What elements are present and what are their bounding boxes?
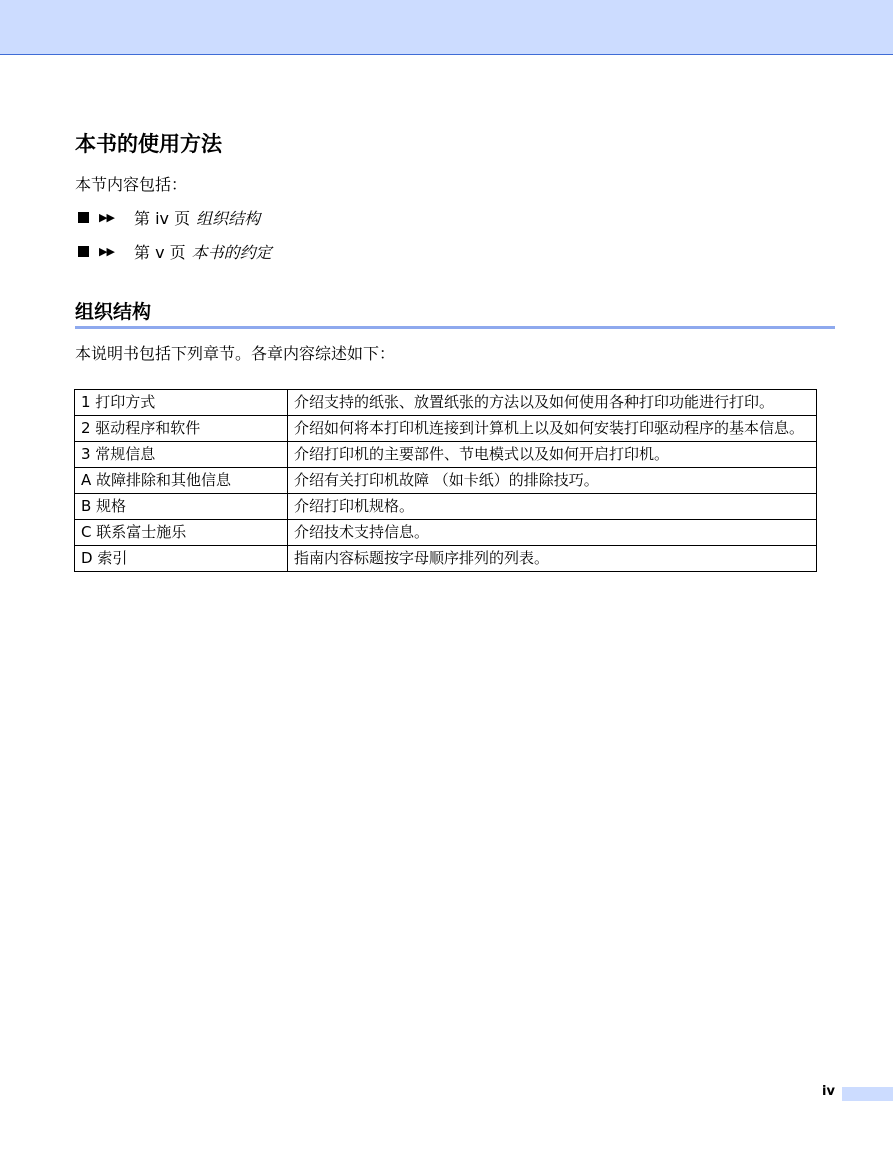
- toc-item[interactable]: [78, 204, 272, 230]
- summary-cell: 介绍打印机的主要部件、节电模式以及如何开启打印机。: [288, 442, 817, 468]
- chapter-table: [74, 389, 817, 572]
- summary-cell: 介绍有关打印机故障 （如卡纸）的排除技巧。: [288, 468, 817, 494]
- chapter-cell: 3 常规信息: [75, 442, 288, 468]
- chapter-cell: B 规格: [75, 494, 288, 520]
- summary-cell: 介绍打印机规格。: [288, 494, 817, 520]
- footer-tab: [842, 1087, 893, 1101]
- section-description: 本说明书包括下列章节。各章内容综述如下：: [75, 344, 396, 363]
- page-title: 本书的使用方法: [75, 132, 222, 156]
- toc-page-ref: 第 v 页: [134, 242, 186, 262]
- table-row: [75, 546, 817, 572]
- summary-cell: 指南内容标题按字母顺序排列的列表。: [288, 546, 817, 572]
- chapter-cell: D 索引: [75, 546, 288, 572]
- double-arrow-icon: ▶▶: [99, 210, 114, 224]
- summary-cell: 介绍技术支持信息。: [288, 520, 817, 546]
- summary-cell: 介绍如何将本打印机连接到计算机上以及如何安装打印驱动程序的基本信息。: [288, 416, 817, 442]
- toc-list: [78, 204, 272, 272]
- chapter-cell: 1 打印方式: [75, 390, 288, 416]
- table-row: [75, 468, 817, 494]
- toc-page-ref: 第 iv 页: [134, 208, 191, 228]
- square-bullet-icon: [78, 246, 89, 257]
- toc-link-organization[interactable]: 组织结构: [196, 208, 261, 228]
- table-row: [75, 416, 817, 442]
- header-band: [0, 0, 893, 55]
- section-title: 组织结构: [75, 298, 835, 329]
- table-row: [75, 494, 817, 520]
- intro-text: 本节内容包括：: [75, 175, 188, 194]
- table-row: [75, 442, 817, 468]
- double-arrow-icon: ▶▶: [99, 244, 114, 258]
- summary-cell: 介绍支持的纸张、放置纸张的方法以及如何使用各种打印功能进行打印。: [288, 390, 817, 416]
- square-bullet-icon: [78, 212, 89, 223]
- chapter-cell: A 故障排除和其他信息: [75, 468, 288, 494]
- toc-item[interactable]: [78, 238, 272, 264]
- table-row: [75, 520, 817, 546]
- table-row: [75, 390, 817, 416]
- page-number: iv: [822, 1084, 835, 1099]
- toc-link-conventions[interactable]: 本书的约定: [191, 242, 272, 262]
- chapter-cell: 2 驱动程序和软件: [75, 416, 288, 442]
- chapter-cell: C 联系富士施乐: [75, 520, 288, 546]
